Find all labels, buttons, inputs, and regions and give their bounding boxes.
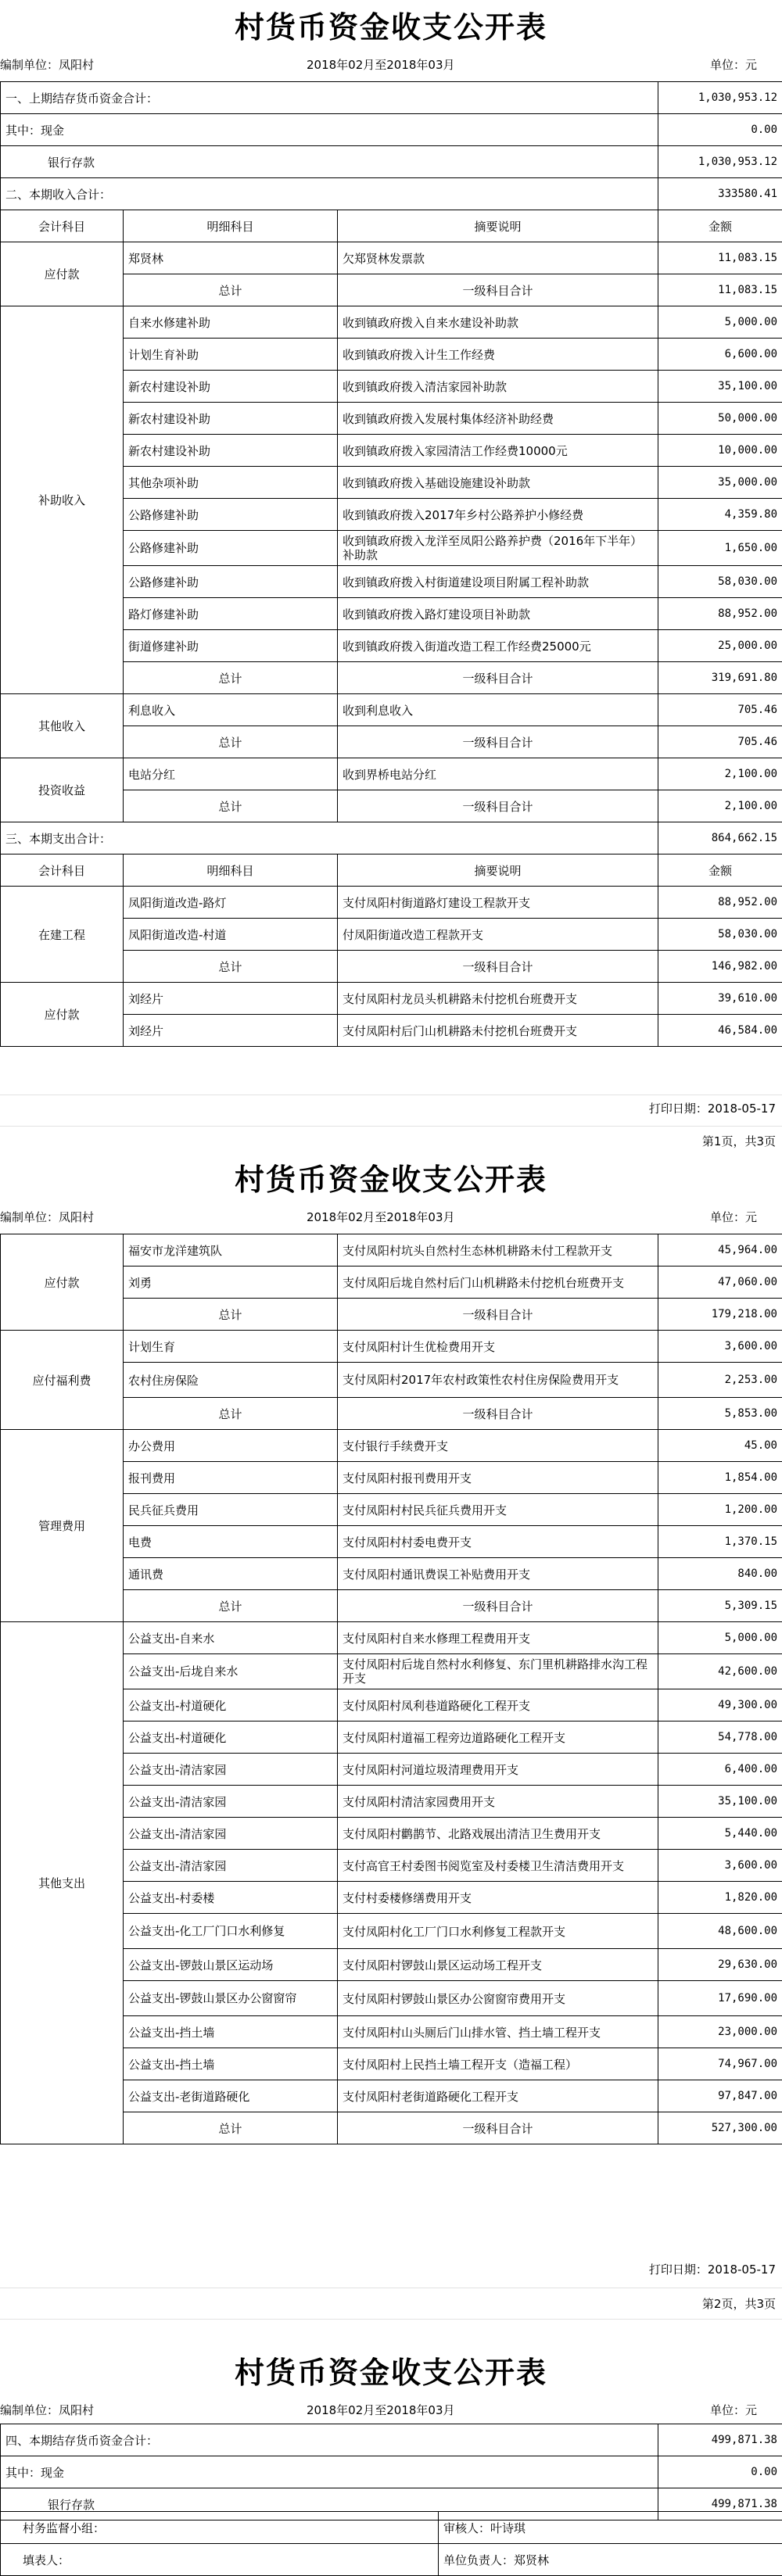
detail-cell: 计划生育 bbox=[124, 1331, 338, 1363]
subtotal-value: 5,853.00 bbox=[658, 1398, 782, 1430]
page-title: 村货币资金收支公开表 bbox=[0, 3, 782, 46]
desc-cell: 收到镇政府拨入龙洋至凤阳公路养护费（2016年下半年）补助款 bbox=[338, 531, 658, 566]
expense-total-label: 三、本期支出合计： bbox=[1, 822, 658, 854]
detail-cell: 公益支出-清洁家园 bbox=[124, 1786, 338, 1818]
page-1 bbox=[0, 0, 782, 1152]
amount-cell: 1,370.15 bbox=[658, 1526, 782, 1558]
table-row bbox=[1, 1331, 782, 1363]
detail-cell: 新农村建设补助 bbox=[124, 371, 338, 403]
desc-cell: 支付凤阳村2017年农村政策性农村住房保险费用开支 bbox=[338, 1363, 658, 1398]
prepare-unit: 编制单位：凤阳村 bbox=[0, 1209, 94, 1225]
page-2 bbox=[0, 1152, 782, 2345]
cash-row bbox=[1, 2456, 782, 2488]
amount-cell: 3,600.00 bbox=[658, 1850, 782, 1882]
detail-cell: 公益支出-锣鼓山景区办公窗窗帘 bbox=[124, 1981, 338, 2016]
amount-cell: 2,253.00 bbox=[658, 1363, 782, 1398]
amount-cell: 1,854.00 bbox=[658, 1462, 782, 1494]
meta-row bbox=[0, 1201, 782, 1231]
amount-cell: 5,000.00 bbox=[658, 1622, 782, 1654]
detail-cell: 电站分红 bbox=[124, 758, 338, 790]
detail-cell: 公益支出-村委楼 bbox=[124, 1882, 338, 1914]
detail-cell: 公益支出-清洁家园 bbox=[124, 1754, 338, 1786]
amount-cell: 11,083.15 bbox=[658, 242, 782, 274]
filler-label: 填表人： bbox=[1, 2544, 439, 2576]
table-row bbox=[1, 242, 782, 274]
subtotal-desc: 一级科目合计 bbox=[338, 274, 658, 306]
amount-cell: 58,030.00 bbox=[658, 919, 782, 951]
desc-cell: 收到镇政府拨入2017年乡村公路养护小修经费 bbox=[338, 499, 658, 531]
subtotal-value: 11,083.15 bbox=[658, 274, 782, 306]
amount-cell: 48,600.00 bbox=[658, 1914, 782, 1949]
desc-cell: 支付凤阳村山头厕后门山排水管、挡土墙工程开支 bbox=[338, 2016, 658, 2048]
bank-label: 银行存款 bbox=[1, 2488, 658, 2520]
detail-cell: 刘勇 bbox=[124, 1267, 338, 1299]
amount-cell: 1,820.00 bbox=[658, 1882, 782, 1914]
detail-cell: 路灯修建补助 bbox=[124, 598, 338, 630]
table-row bbox=[1, 983, 782, 1015]
amount-cell: 54,778.00 bbox=[658, 1722, 782, 1754]
amount-cell: 35,100.00 bbox=[658, 371, 782, 403]
detail-cell: 新农村建设补助 bbox=[124, 403, 338, 435]
desc-cell: 支付凤阳村清洁家园费用开支 bbox=[338, 1786, 658, 1818]
desc-cell: 支付村委楼修缮费用开支 bbox=[338, 1882, 658, 1914]
subtotal-desc: 一级科目合计 bbox=[338, 2112, 658, 2144]
amount-cell: 45.00 bbox=[658, 1430, 782, 1462]
desc-cell: 支付凤阳村锣鼓山景区办公窗窗帘费用开支 bbox=[338, 1981, 658, 2016]
detail-cell: 街道修建补助 bbox=[124, 630, 338, 662]
table-row bbox=[1, 758, 782, 790]
subtotal-desc: 一级科目合计 bbox=[338, 662, 658, 694]
desc-cell: 收到镇政府拨入家园清洁工作经费10000元 bbox=[338, 435, 658, 467]
detail-cell: 公益支出-后垅自来水 bbox=[124, 1654, 338, 1689]
desc-cell: 支付凤阳村报刊费用开支 bbox=[338, 1462, 658, 1494]
desc-cell: 支付银行手续费开支 bbox=[338, 1430, 658, 1462]
detail-cell: 利息收入 bbox=[124, 694, 338, 726]
subject-cell: 应付款 bbox=[1, 983, 124, 1047]
amount-cell: 88,952.00 bbox=[658, 598, 782, 630]
detail-cell: 公益支出-挡土墙 bbox=[124, 2048, 338, 2080]
detail-cell: 报刊费用 bbox=[124, 1462, 338, 1494]
amount-cell: 6,600.00 bbox=[658, 339, 782, 371]
desc-cell: 收到镇政府拨入自来水建设补助款 bbox=[338, 306, 658, 339]
amount-cell: 23,000.00 bbox=[658, 2016, 782, 2048]
desc-cell: 支付凤阳村河道垃圾清理费用开支 bbox=[338, 1754, 658, 1786]
amount-cell: 1,650.00 bbox=[658, 531, 782, 566]
detail-cell: 公路修建补助 bbox=[124, 531, 338, 566]
opening-label: 一、上期结存货币资金合计： bbox=[1, 82, 658, 114]
subtotal-value: 705.46 bbox=[658, 726, 782, 758]
print-date: 打印日期：2018-05-17 bbox=[649, 2261, 776, 2277]
page-3 bbox=[0, 2345, 782, 2564]
income-total-value: 333580.41 bbox=[658, 178, 782, 210]
table-row bbox=[1, 1430, 782, 1462]
reviewer-label: 审核人：叶诗琪 bbox=[439, 2512, 782, 2544]
desc-cell: 收到镇政府拨入发展村集体经济补助经费 bbox=[338, 403, 658, 435]
subtotal-desc: 一级科目合计 bbox=[338, 951, 658, 983]
amount-cell: 46,584.00 bbox=[658, 1015, 782, 1047]
subtotal-label: 总计 bbox=[124, 790, 338, 822]
detail-cell: 凤阳街道改造-村道 bbox=[124, 919, 338, 951]
detail-cell: 郑贤林 bbox=[124, 242, 338, 274]
detail-cell: 公益支出-化工厂门口水利修复 bbox=[124, 1914, 338, 1949]
desc-cell: 支付凤阳村上民挡土墙工程开支（造福工程） bbox=[338, 2048, 658, 2080]
desc-cell: 收到镇政府拨入基础设施建设补助款 bbox=[338, 467, 658, 499]
detail-cell: 民兵征兵费用 bbox=[124, 1494, 338, 1526]
amount-cell: 45,964.00 bbox=[658, 1234, 782, 1267]
subject-cell: 其他支出 bbox=[1, 1622, 124, 2144]
desc-cell: 欠郑贤林发票款 bbox=[338, 242, 658, 274]
amount-cell: 49,300.00 bbox=[658, 1689, 782, 1722]
header-amount: 金额 bbox=[658, 210, 782, 242]
detail-cell: 公路修建补助 bbox=[124, 499, 338, 531]
subtotal-desc: 一级科目合计 bbox=[338, 790, 658, 822]
detail-cell: 公益支出-老街道路硬化 bbox=[124, 2080, 338, 2112]
detail-cell: 刘经片 bbox=[124, 1015, 338, 1047]
subject-cell: 管理费用 bbox=[1, 1430, 124, 1622]
subject-cell: 其他收入 bbox=[1, 694, 124, 758]
page-number: 第2页，共3页 bbox=[702, 2295, 776, 2312]
amount-cell: 58,030.00 bbox=[658, 566, 782, 598]
currency-unit: 单位：元 bbox=[710, 1209, 757, 1225]
header-desc: 摘要说明 bbox=[338, 854, 658, 887]
period: 2018年02月至2018年03月 bbox=[307, 56, 455, 73]
subtotal-label: 总计 bbox=[124, 274, 338, 306]
subtotal-desc: 一级科目合计 bbox=[338, 1590, 658, 1622]
closing-table bbox=[0, 2424, 782, 2520]
subtotal-label: 总计 bbox=[124, 2112, 338, 2144]
detail-cell: 公益支出-挡土墙 bbox=[124, 2016, 338, 2048]
amount-cell: 42,600.00 bbox=[658, 1654, 782, 1689]
meta-row bbox=[0, 48, 782, 78]
header-subject: 会计科目 bbox=[1, 854, 124, 887]
bank-label: 银行存款 bbox=[1, 146, 658, 178]
closing-value: 499,871.38 bbox=[658, 2424, 782, 2456]
amount-cell: 35,000.00 bbox=[658, 467, 782, 499]
detail-cell: 凤阳街道改造-路灯 bbox=[124, 887, 338, 919]
bank-value: 499,871.38 bbox=[658, 2488, 782, 2520]
desc-cell: 支付凤阳村凤利巷道路硬化工程开支 bbox=[338, 1689, 658, 1722]
bank-value: 1,030,953.12 bbox=[658, 146, 782, 178]
cash-label: 其中：现金 bbox=[1, 114, 658, 146]
subtotal-value: 146,982.00 bbox=[658, 951, 782, 983]
amount-cell: 50,000.00 bbox=[658, 403, 782, 435]
subtotal-label: 总计 bbox=[124, 726, 338, 758]
amount-cell: 2,100.00 bbox=[658, 758, 782, 790]
header-detail: 明细科目 bbox=[124, 210, 338, 242]
supervise-label: 村务监督小组： bbox=[1, 2512, 439, 2544]
amount-cell: 29,630.00 bbox=[658, 1949, 782, 1981]
amount-cell: 5,440.00 bbox=[658, 1818, 782, 1850]
desc-cell: 支付凤阳村鹳鹊节、北路戏展出清洁卫生费用开支 bbox=[338, 1818, 658, 1850]
subtotal-value: 319,691.80 bbox=[658, 662, 782, 694]
detail-cell: 自来水修建补助 bbox=[124, 306, 338, 339]
desc-cell: 付凤阳街道改造工程款开支 bbox=[338, 919, 658, 951]
closing-label: 四、本期结存货币资金合计： bbox=[1, 2424, 658, 2456]
period: 2018年02月至2018年03月 bbox=[307, 2402, 455, 2418]
detail-cell: 公益支出-自来水 bbox=[124, 1622, 338, 1654]
desc-cell: 支付凤阳村通讯费误工补贴费用开支 bbox=[338, 1558, 658, 1590]
detail-cell: 公路修建补助 bbox=[124, 566, 338, 598]
desc-cell: 支付凤阳村自来水修理工程费用开支 bbox=[338, 1622, 658, 1654]
amount-cell: 705.46 bbox=[658, 694, 782, 726]
amount-cell: 840.00 bbox=[658, 1558, 782, 1590]
subject-cell: 应付款 bbox=[1, 242, 124, 306]
table-row bbox=[1, 306, 782, 339]
amount-cell: 4,359.80 bbox=[658, 499, 782, 531]
subtotal-desc: 一级科目合计 bbox=[338, 1398, 658, 1430]
subtotal-label: 总计 bbox=[124, 1398, 338, 1430]
fund-table-2 bbox=[0, 1234, 782, 2144]
cash-label: 其中：现金 bbox=[1, 2456, 658, 2488]
amount-cell: 39,610.00 bbox=[658, 983, 782, 1015]
desc-cell: 支付凤阳村村民兵征兵费用开支 bbox=[338, 1494, 658, 1526]
currency-unit: 单位：元 bbox=[710, 2402, 757, 2418]
desc-cell: 支付高官王村委图书阅览室及村委楼卫生清洁费用开支 bbox=[338, 1850, 658, 1882]
subject-cell: 应付款 bbox=[1, 1234, 124, 1331]
desc-cell: 支付凤阳村街道路灯建设工程款开支 bbox=[338, 887, 658, 919]
detail-cell: 公益支出-村道硬化 bbox=[124, 1689, 338, 1722]
period: 2018年02月至2018年03月 bbox=[307, 1209, 455, 1225]
table-row bbox=[1, 694, 782, 726]
header-subject: 会计科目 bbox=[1, 210, 124, 242]
subtotal-value: 527,300.00 bbox=[658, 2112, 782, 2144]
print-date: 打印日期：2018-05-17 bbox=[649, 1100, 776, 1116]
desc-cell: 支付凤阳村坑头自然村生态林机耕路未付工程款开支 bbox=[338, 1234, 658, 1267]
currency-unit: 单位：元 bbox=[710, 56, 757, 73]
subtotal-value: 179,218.00 bbox=[658, 1299, 782, 1331]
desc-cell: 支付凤阳村计生优检费用开支 bbox=[338, 1331, 658, 1363]
desc-cell: 支付凤阳村锣鼓山景区运动场工程开支 bbox=[338, 1949, 658, 1981]
detail-cell: 农村住房保险 bbox=[124, 1363, 338, 1398]
desc-cell: 支付凤阳村化工厂门口水利修复工程款开支 bbox=[338, 1914, 658, 1949]
income-header-row bbox=[1, 210, 782, 242]
income-total-label: 二、本期收入合计： bbox=[1, 178, 658, 210]
detail-cell: 办公费用 bbox=[124, 1430, 338, 1462]
expense-total-row bbox=[1, 822, 782, 854]
subtotal-value: 2,100.00 bbox=[658, 790, 782, 822]
amount-cell: 74,967.00 bbox=[658, 2048, 782, 2080]
detail-cell: 刘经片 bbox=[124, 983, 338, 1015]
detail-cell: 其他杂项补助 bbox=[124, 467, 338, 499]
prepare-unit: 编制单位：凤阳村 bbox=[0, 2402, 94, 2418]
table-row bbox=[1, 1622, 782, 1654]
desc-cell: 支付凤阳村后垅自然村水利修复、东门里机耕路排水沟工程开支 bbox=[338, 1654, 658, 1689]
cash-value: 0.00 bbox=[658, 2456, 782, 2488]
header-amount: 金额 bbox=[658, 854, 782, 887]
detail-cell: 公益支出-村道硬化 bbox=[124, 1722, 338, 1754]
subject-cell: 补助收入 bbox=[1, 306, 124, 694]
leader-label: 单位负责人：郑贤林 bbox=[439, 2544, 782, 2576]
cash-value: 0.00 bbox=[658, 114, 782, 146]
subject-cell: 应付福利费 bbox=[1, 1331, 124, 1430]
amount-cell: 47,060.00 bbox=[658, 1267, 782, 1299]
bank-row bbox=[1, 146, 782, 178]
desc-cell: 支付凤阳村老街道路硬化工程开支 bbox=[338, 2080, 658, 2112]
subtotal-desc: 一级科目合计 bbox=[338, 726, 658, 758]
desc-cell: 收到界桥电站分红 bbox=[338, 758, 658, 790]
subtotal-value: 5,309.15 bbox=[658, 1590, 782, 1622]
detail-cell: 公益支出-清洁家园 bbox=[124, 1818, 338, 1850]
desc-cell: 收到镇政府拨入村街道建设项目附属工程补助款 bbox=[338, 566, 658, 598]
desc-cell: 收到镇政府拨入街道改造工程工作经费25000元 bbox=[338, 630, 658, 662]
signature-table bbox=[0, 2511, 782, 2576]
desc-cell: 收到镇政府拨入路灯建设项目补助款 bbox=[338, 598, 658, 630]
header-desc: 摘要说明 bbox=[338, 210, 658, 242]
desc-cell: 支付凤阳村村委电费开支 bbox=[338, 1526, 658, 1558]
header-detail: 明细科目 bbox=[124, 854, 338, 887]
table-row bbox=[1, 887, 782, 919]
desc-cell: 支付凤阳村后门山机耕路未付挖机台班费开支 bbox=[338, 1015, 658, 1047]
desc-cell: 收到镇政府拨入清洁家园补助款 bbox=[338, 371, 658, 403]
desc-cell: 支付凤阳后垅自然村后门山机耕路未付挖机台班费开支 bbox=[338, 1267, 658, 1299]
amount-cell: 1,200.00 bbox=[658, 1494, 782, 1526]
amount-cell: 35,100.00 bbox=[658, 1786, 782, 1818]
subject-cell: 投资收益 bbox=[1, 758, 124, 822]
desc-cell: 收到利息收入 bbox=[338, 694, 658, 726]
amount-cell: 88,952.00 bbox=[658, 887, 782, 919]
subtotal-label: 总计 bbox=[124, 1299, 338, 1331]
page-number: 第1页，共3页 bbox=[702, 1133, 776, 1149]
page-title: 村货币资金收支公开表 bbox=[0, 2348, 782, 2391]
opening-balance-row bbox=[1, 82, 782, 114]
table-row bbox=[1, 1234, 782, 1267]
amount-cell: 25,000.00 bbox=[658, 630, 782, 662]
page-title: 村货币资金收支公开表 bbox=[0, 1155, 782, 1198]
expense-total-value: 864,662.15 bbox=[658, 822, 782, 854]
amount-cell: 10,000.00 bbox=[658, 435, 782, 467]
desc-cell: 支付凤阳村道福工程旁边道路硬化工程开支 bbox=[338, 1722, 658, 1754]
detail-cell: 新农村建设补助 bbox=[124, 435, 338, 467]
amount-cell: 5,000.00 bbox=[658, 306, 782, 339]
subtotal-desc: 一级科目合计 bbox=[338, 1299, 658, 1331]
subtotal-label: 总计 bbox=[124, 662, 338, 694]
detail-cell: 福安市龙洋建筑队 bbox=[124, 1234, 338, 1267]
meta-row bbox=[0, 2394, 782, 2424]
amount-cell: 3,600.00 bbox=[658, 1331, 782, 1363]
detail-cell: 公益支出-清洁家园 bbox=[124, 1850, 338, 1882]
detail-cell: 通讯费 bbox=[124, 1558, 338, 1590]
desc-cell: 收到镇政府拨入计生工作经费 bbox=[338, 339, 658, 371]
opening-value: 1,030,953.12 bbox=[658, 82, 782, 114]
prepare-unit: 编制单位：凤阳村 bbox=[0, 56, 94, 73]
income-total-row bbox=[1, 178, 782, 210]
detail-cell: 公益支出-锣鼓山景区运动场 bbox=[124, 1949, 338, 1981]
desc-cell: 支付凤阳村龙员头机耕路未付挖机台班费开支 bbox=[338, 983, 658, 1015]
amount-cell: 17,690.00 bbox=[658, 1981, 782, 2016]
subject-cell: 在建工程 bbox=[1, 887, 124, 983]
expense-header-row bbox=[1, 854, 782, 887]
fund-table-1 bbox=[0, 81, 782, 1047]
amount-cell: 97,847.00 bbox=[658, 2080, 782, 2112]
detail-cell: 计划生育补助 bbox=[124, 339, 338, 371]
cash-row bbox=[1, 114, 782, 146]
closing-total-row bbox=[1, 2424, 782, 2456]
subtotal-label: 总计 bbox=[124, 951, 338, 983]
amount-cell: 6,400.00 bbox=[658, 1754, 782, 1786]
subtotal-label: 总计 bbox=[124, 1590, 338, 1622]
detail-cell: 电费 bbox=[124, 1526, 338, 1558]
